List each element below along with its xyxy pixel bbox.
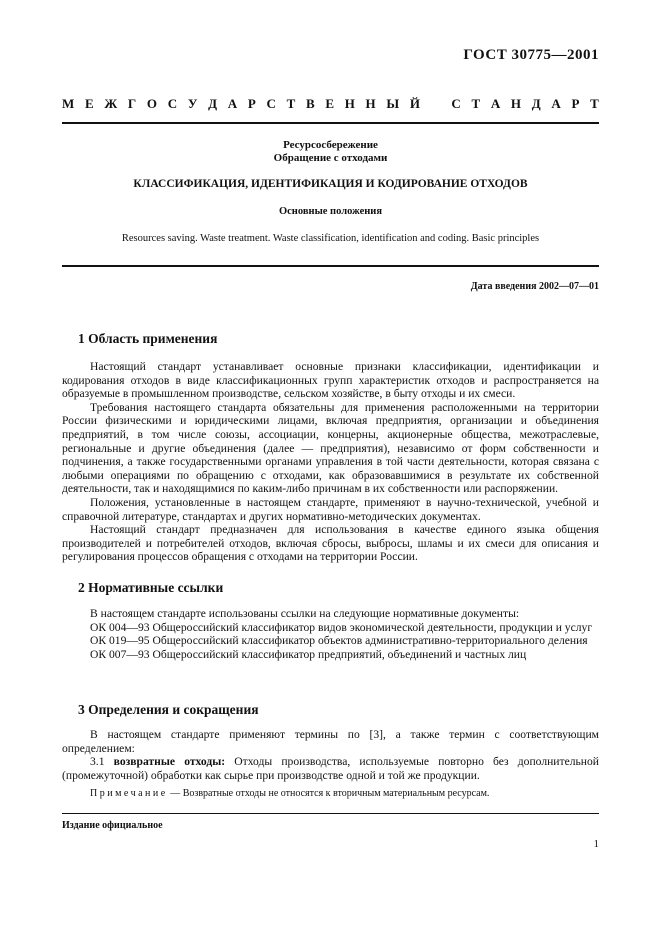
- banner-letter: Й: [409, 96, 420, 111]
- footer-divider: [62, 813, 599, 814]
- page-number: 1: [593, 838, 599, 850]
- definition-number: 3.1: [90, 755, 105, 769]
- paragraph: Настоящий стандарт предназначен для использования в качестве единого языка общения производителей и потребителей отходов, включая сбросы, выбросы, шламы и их смеси для описания и регулирования процессов обращения с отходами на территории России.: [62, 523, 599, 564]
- reference-item: ОК 019—95 Общероссийский классификатор объектов административно-территориального деления: [90, 634, 588, 648]
- banner-letter: Т: [286, 96, 296, 111]
- section-3-body: [62, 728, 599, 782]
- section-1-heading: 1 Область применения: [78, 331, 218, 346]
- banner-letter: С: [266, 96, 276, 111]
- definition-text: Отходы производства, используемые повторно без дополнительной (промежуточной) обработки как сырье при производстве одной и той же продукции.: [62, 755, 599, 782]
- definition: [62, 755, 599, 782]
- banner-letter: Н: [510, 96, 522, 111]
- banner-letter: У: [187, 96, 198, 111]
- banner-letter: А: [227, 96, 238, 111]
- title-divider: [62, 265, 599, 267]
- banner-letter: Р: [571, 96, 580, 111]
- banner-letter: О: [146, 96, 158, 111]
- paragraph: Положения, установленные в настоящем стандарте, применяют в научно-технической, учебной и справочной литературе, стандартах и других нормативно-методических документах.: [62, 495, 599, 523]
- banner-letter: Е: [325, 96, 334, 111]
- note-label: Примечание: [90, 788, 168, 799]
- banner-letter: Д: [208, 96, 218, 111]
- gost-code: ГОСТ 30775—2001: [463, 47, 599, 63]
- banner-letter: Ж: [104, 96, 118, 111]
- banner-letter: М: [62, 96, 75, 111]
- banner-letter: Д: [531, 96, 541, 111]
- banner-letter: С: [451, 96, 461, 111]
- definition-term: возвратные отходы:: [113, 755, 226, 769]
- reference-item: ОК 004—93 Общероссийский классификатор видов экономической деятельности, продукции и услуг: [90, 620, 593, 634]
- interstate-standard-banner: [62, 96, 599, 112]
- banner-letter: Г: [127, 96, 137, 111]
- banner-letter: Т: [471, 96, 481, 111]
- banner-letter: С: [167, 96, 178, 111]
- banner-gap: [431, 96, 441, 112]
- title-line-2: Обращение с отходами: [273, 152, 388, 164]
- banner-letter: Н: [365, 96, 376, 111]
- document-subtitle: Основные положения: [278, 206, 383, 217]
- banner-letter: Ы: [386, 96, 400, 111]
- paragraph: В настоящем стандарте использованы ссылки на следующие нормативные документы:: [90, 607, 520, 620]
- title-line-1: Ресурсосбережение: [283, 139, 378, 151]
- official-edition-label: Издание официальное: [62, 820, 163, 831]
- banner-letter: В: [305, 96, 315, 111]
- section-1-body: [62, 360, 599, 564]
- paragraph: Настоящий стандарт устанавливает основные признаки классификации, идентификации и кодирования отходов в виде классификационных групп характеристик отходов и распространяется на образуемые в промышленном производстве, сельском хозяйстве, в быту отходы и их смеси.: [62, 360, 599, 401]
- section-2-heading: 2 Нормативные ссылки: [78, 580, 224, 595]
- banner-letter: Н: [344, 96, 355, 111]
- note: [90, 788, 489, 799]
- section-3-heading: 3 Определения и сокращения: [78, 702, 259, 717]
- reference-item: ОК 007—93 Общероссийский классификатор предприятий, объединений и частных лиц: [90, 647, 527, 661]
- banner-letter: А: [490, 96, 501, 111]
- section-2-body: [62, 607, 599, 661]
- header-divider: [62, 122, 599, 124]
- paragraph: В настоящем стандарте применяют термины по [3], а также термин с соответствующим определением:: [62, 728, 599, 755]
- introduction-date: Дата введения 2002—07—01: [470, 281, 599, 292]
- banner-letter: А: [551, 96, 561, 111]
- document-title: КЛАССИФИКАЦИЯ, ИДЕНТИФИКАЦИЯ И КОДИРОВАНИЕ ОТХОДОВ: [133, 178, 528, 190]
- banner-letter: Р: [247, 96, 256, 111]
- banner-letter: Т: [590, 96, 599, 111]
- paragraph: Требования настоящего стандарта обязательны для применения расположенными на территории России физическими и юридическими лицами, включая предприятия, организации и объединения предприятий, в том числе союзы, ассоциации, концерны, акционерные общества, межотраслевые, региональные и другие объединения (далее — предприятия), независимо от форм собственности и подчинения, а также государственными органами управления в той части деятельности, которая связана с любыми операциями по обращению с отходами, как образовавшимися в результате их собственной деятельности, так и находящимися по каким-либо причинам в их собственности или распоряжении.: [62, 400, 599, 496]
- english-title: Resources saving. Waste treatment. Waste classification, identification and coding. Basic principles: [121, 233, 540, 244]
- note-text: — Возвратные отходы не относятся к вторичным материальным ресурсам.: [170, 788, 490, 799]
- banner-letter: Е: [84, 96, 94, 111]
